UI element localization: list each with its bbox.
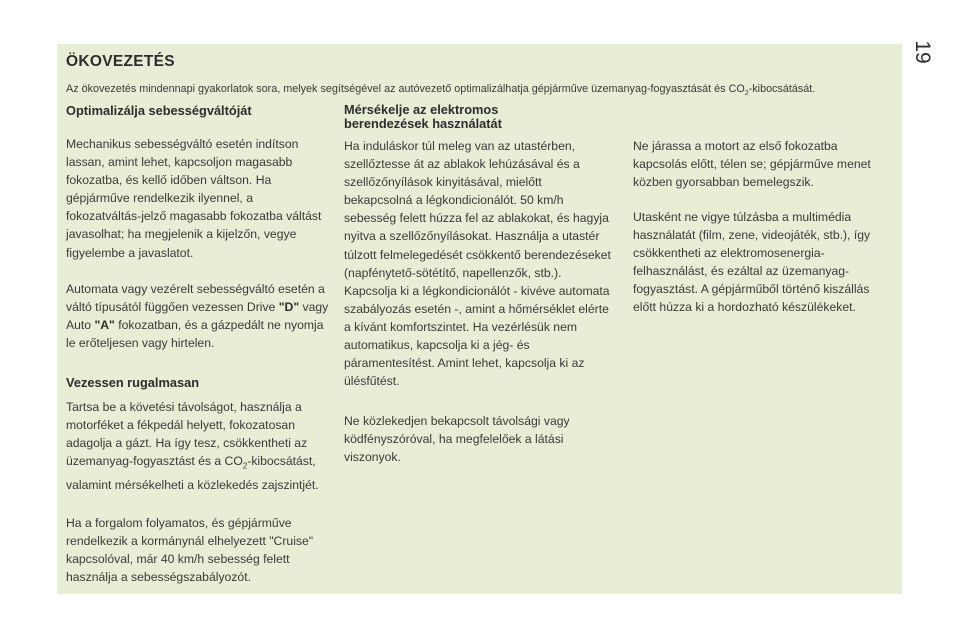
heading-gearbox: Optimalizálja sebességváltóját <box>66 103 252 118</box>
intro-text-end: -kibocsátását. <box>748 83 816 95</box>
co2-subscript: 2 <box>242 461 248 471</box>
paragraph-following-distance <box>66 398 331 494</box>
drive-mode-label: "D" <box>278 300 300 315</box>
page-number: 19 <box>911 40 934 64</box>
paragraph-engine-warmup: Ne járassa a motort az első fokozatba kapcsolás előtt, télen se; gépjárműve menet közben gyorsabban bemelegszik. <box>633 139 871 190</box>
paragraph-air-conditioning: Ha induláskor túl meleg van az utastérben, szellőztesse át az ablakok lehúzásával és a szellőzőnyílások kinyitásával, mielőtt bekapcsolná a légkondicionálót. 50 km/h sebesség felett húzza fel az ablakokat, és hagyja nyitva a szellőzőnyílásokat. Használja a utastér túlzott felmelegedését csökkentő berendezéseket (napfénytető-sötétítő, napellenzők, stb.). Kapcsolja ki a légkondicionálót - kivéve automata szabályozás esetén -, amint a hőmérséklet elérte a kívánt komfortszintet. Ha vezérlésük nem automatikus, kapcsolja ki a jég- és páramentesítést. Amint lehet, kapcsolja ki az ülésfűtést. <box>344 139 611 389</box>
intro-subscript: 2 <box>744 90 749 98</box>
text-part: vagy Auto <box>66 300 329 333</box>
heading-electrical-equipment: Mérsékelje az elektromos berendezések használatát <box>344 102 502 131</box>
paragraph-automatic-gearbox <box>66 280 331 352</box>
intro-text <box>66 83 896 97</box>
text-part: Automata vagy vezérelt sebességváltó esetén a váltó típusától függően vezessen Drive <box>66 282 325 315</box>
text-part: fokozatban, és a gázpedált ne nyomja le erőteljesen vagy hirtelen. <box>66 318 324 351</box>
intro-text-main: Az ökovezetés mindennapi gyakorlatok sora, melyek segítségével az autóvezető optimalizálhatja gépjárműve üzemanyag-fogyasztását és CO <box>66 83 745 95</box>
paragraph-multimedia: Utasként ne vigye túlzásba a multimédia használatát (film, zene, videojáték, stb.), így csökkentheti az elektromosenergia-felhasználást, és ezáltal az üzemanyag-fogyasztást. A gépjárműből történő kiszállás előtt húzza ki a hordozható készülékeket. <box>633 210 871 315</box>
text-part: -kibocsátást, valamint mérsékelheti a közlekedés zajszintjét. <box>66 454 319 492</box>
auto-mode-label: "A" <box>94 318 115 333</box>
heading-drive-smoothly: Vezessen rugalmasan <box>66 375 200 390</box>
paragraph-lights: Ne közlekedjen bekapcsolt távolsági vagy ködfényszóróval, ha megfelelőek a látási viszonyok. <box>344 414 570 465</box>
paragraph-cruise-control: Ha a forgalom folyamatos, és gépjárműve rendelkezik a kormánynál elhelyezett "Cruise" kapcsolóval, már 40 km/h sebesség felett használja a sebességszabályozót. <box>66 516 314 585</box>
page-title: ÖKOVEZETÉS <box>66 53 175 70</box>
text-part: Tartsa be a követési távolságot, használja a motorféket a fékpedál helyett, fokozatosan adagolja a gázt. Ha így tesz, csökkentheti az üzemanyag-fogyasztást és a CO <box>66 400 308 469</box>
paragraph-manual-gearbox: Mechanikus sebességváltó esetén indítson lassan, amint lehet, kapcsoljon magasabb fokozatba, és kellő időben váltson. Ha gépjárműve rendelkezik ilyennel, a fokozatváltás-jelző magasabb fokozatba váltást javasolhat; ha megjelenik a kijelzőn, vegye figyelembe a javaslatot. <box>66 137 322 260</box>
